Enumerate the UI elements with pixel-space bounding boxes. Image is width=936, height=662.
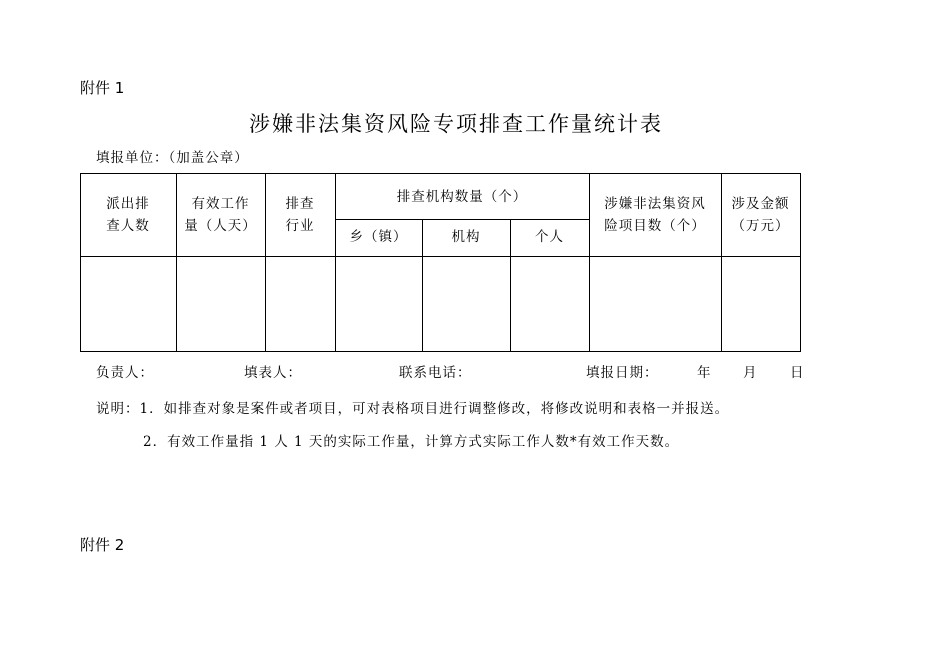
filler-label: 填表人： — [244, 365, 302, 381]
attachment-2-label: 附件 2 — [80, 536, 125, 554]
header-dispatched: 派出排 查人数 — [106, 196, 150, 234]
header-amount: 涉及金额 （万元） — [731, 196, 790, 234]
date-day: 日 — [790, 365, 805, 381]
note-1: 说明：1．如排查对象是案件或者项目，可对表格项目进行调整修改，将修改说明和表格一并报送。 — [96, 401, 730, 417]
header-institution: 机构 — [451, 229, 481, 245]
table-header-bottom — [80, 256, 801, 257]
page-title: 涉嫌非法集资风险专项排查工作量统计表 — [249, 112, 663, 136]
header-projects: 涉嫌非法集资风 险项目数（个） — [604, 196, 706, 234]
reporting-unit: 填报单位：（加盖公章） — [96, 150, 249, 166]
date-label: 填报日期： — [586, 365, 659, 381]
header-individual: 个人 — [535, 229, 564, 245]
responsible-label: 负责人： — [96, 365, 154, 381]
header-org-count: 排查机构数量（个） — [396, 189, 528, 205]
table-border-right — [800, 173, 801, 352]
phone-label: 联系电话： — [399, 365, 472, 381]
header-industry: 排查 行业 — [285, 196, 315, 234]
table-subheader-line — [335, 219, 589, 220]
table-border-bottom — [80, 351, 801, 352]
attachment-1-label: 附件 1 — [80, 79, 125, 97]
header-township: 乡（镇） — [349, 229, 408, 245]
date-month: 月 — [743, 365, 758, 381]
date-year: 年 — [697, 365, 712, 381]
note-2: 2．有效工作量指 1 人 1 天的实际工作量，计算方式实际工作人数*有效工作天数。 — [143, 434, 680, 450]
table-border-top — [80, 173, 801, 174]
header-workload: 有效工作 量（人天） — [184, 196, 257, 234]
